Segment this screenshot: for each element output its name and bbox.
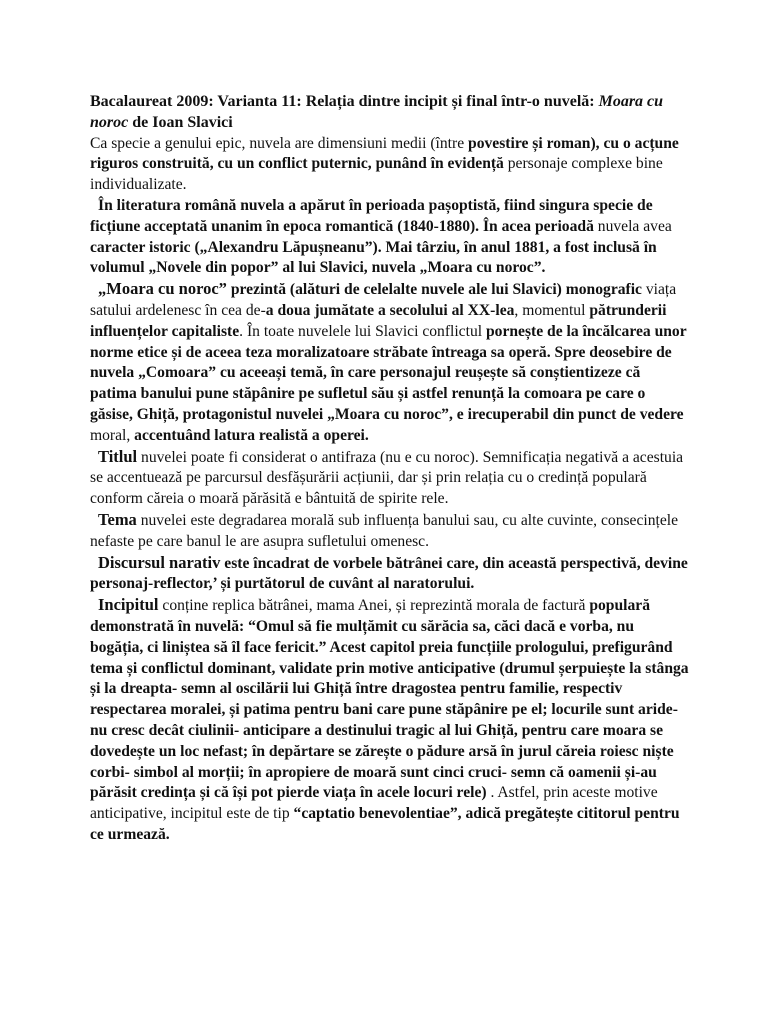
paragraph-theme <box>90 510 690 553</box>
p3-text-c: viața satului ardelenesc în cea de- <box>90 281 677 319</box>
p3-text-a: prezintă (alături de celelalte nuvele ale lui Slavici) <box>226 281 566 299</box>
p3-text-d: a doua jumătate a secolului al XX-lea <box>265 301 515 319</box>
p5-text-a: nuvelei este degradarea morală sub influența banului sau, cu alte cuvinte, consecințele nefaste pe care banul le are asupra sufletului omenesc. <box>90 511 679 550</box>
p3-text-e: , momentul <box>514 301 590 319</box>
p7-text-b: populară demonstrată în nuvelă: “Omul să fie mulțămit cu sărăcia sa, căci dacă e vorba, nu bogăția, ci liniștea să îl face fericit.” Acest capitol preia funcțiile prologului, prefigurând tema și conflictul dominant, validate prin motive anticipative (drumul șerpuiește la stânga și la dreapta- semn al oscilării lui Ghiță între dragostea pentru familie, respectiv respectarea moralei, și patima pentru bani care pune stăpânire pe el; locurile sunt aride <box>90 597 689 719</box>
p7-keyword: Incipitul <box>98 595 159 615</box>
p3-text-j: moral, <box>90 426 135 444</box>
p2-text-c: caracter istoric („Alexandru Lăpușneanu”). Mai târziu, în anul 1881, a fost inclusă în volumul „Novele din popor” al lui Slavici, nuvela „Moara cu noroc”. <box>90 238 657 277</box>
p4-text-a: nuvelei poate fi considerat o antifraza (nu e cu noroc). Semnificația negativă a acestuia se accentuează pe parcursul desfășurării acțiunii, dar și prin relația cu o credință populară conform căreia o moară părăsită e bântuită de spirite rele. <box>90 448 684 508</box>
p3-text-i: . Spre deosebire de nuvela „Comoara” cu aceeași temă, în care personajul reușește să conștientizeze că patima banului pune stăpânire pe sufletul său și astfel renunță la comoara pe care o găsise, Ghiță, protagonistul nuvelei „Moara cu noroc”, e irecuperabil din punct de vedere <box>90 343 684 423</box>
title-work-name: Moara cu noroc <box>90 93 664 131</box>
document-title <box>90 92 690 134</box>
p5-keyword: Tema <box>98 509 137 529</box>
p4-keyword: Titlul <box>98 446 138 466</box>
paragraph-incipit <box>90 595 690 846</box>
p6-text-a: este încadrat de vorbele bătrânei care, din această perspectivă, devine personaj-reflector,’ și purtătorul de cuvânt al naratorului. <box>90 554 688 593</box>
p6-keyword: Discursul narativ <box>98 552 221 572</box>
p7-text-a: conține replica bătrânei, mama Anei, și reprezintă morala de factură <box>158 597 590 615</box>
p7-text-d: . Astfel, prin aceste motive anticipative, incipitul este de tip <box>90 784 658 823</box>
paragraph-novella-overview <box>90 279 690 446</box>
paragraph-history <box>90 196 690 279</box>
p3-keyword: „Moara cu noroc” <box>98 279 227 299</box>
p2-text-b: nuvela avea <box>593 217 672 235</box>
p3-text-h: pornește de la încălcarea unor norme etice și de aceea teza moralizatoare străbate întreaga sa operă <box>90 322 687 361</box>
paragraph-species <box>90 134 690 196</box>
paragraph-title-analysis <box>90 447 690 510</box>
p1-text-c: personaje complexe bine individualizate. <box>90 155 663 194</box>
title-author: de Ioan Slavici <box>128 113 233 131</box>
title-text: Bacalaureat 2009: Varianta 11: Relația dintre incipit și final într-o nuvelă: <box>90 93 599 110</box>
p1-text-b: povestire și roman), cu o acțune riguros construită, cu un conflict puternic, punând în evidență <box>90 134 679 173</box>
p3-text-k: accentuând latura realistă a operei. <box>134 426 369 444</box>
paragraph-narrative-discourse <box>90 553 690 596</box>
p7-text-e: “captatio benevolentiae”, adică pregătește cititorul pentru ce urmează. <box>90 805 680 843</box>
document-page <box>90 92 690 846</box>
p3-text-f: pătrunderii influențelor capitaliste <box>90 301 667 340</box>
p3-text-b: monografic <box>565 281 642 299</box>
p7-text-c: - nu cresc decât ciulinii- anticipare a destinului tragic al lui Ghiță, pentru care moara se dovedește un loc nefast; în depărtare se zărește o pădure arsă în jurul căreia roiesc niște corbi- simbol al morții; în apropiere de moară sunt cinci cruci- semn că oamenii și-au părăsit credința și că își pot pierde viața în acele locuri rele) <box>90 701 678 802</box>
p2-text-a: În literatura română nuvela a apărut în perioada pașoptistă, fiind singura specie de ficțiune acceptată unanim în epoca romantică (1840-1880). În acea perioadă <box>90 196 653 235</box>
p3-text-g: . În toate nuvelele lui Slavici conflictul <box>239 322 486 340</box>
p1-text-a: Ca specie a genului epic, nuvela are dimensiuni medii (între <box>90 134 469 152</box>
